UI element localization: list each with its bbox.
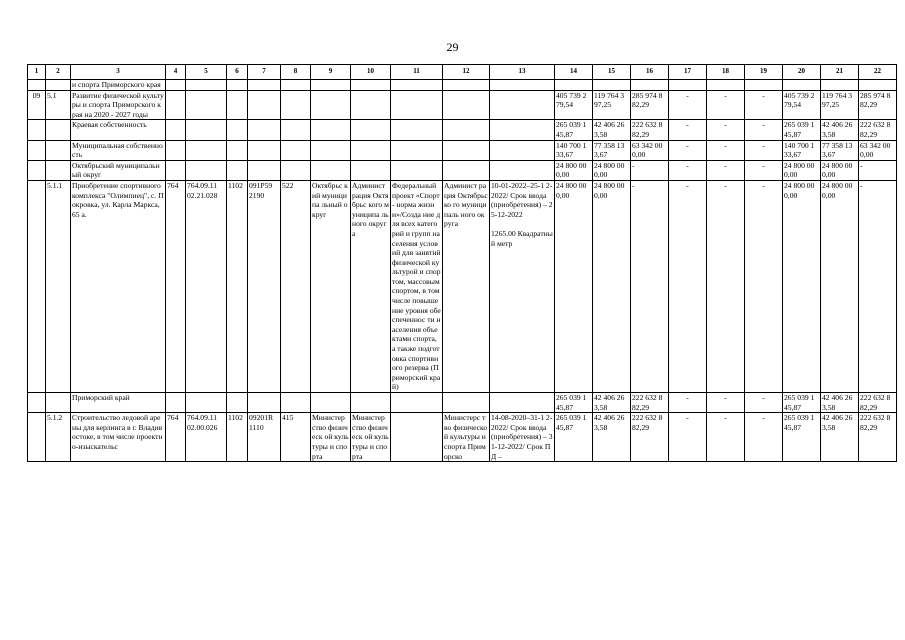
table-cell: 24 800 00 0,00: [783, 160, 821, 180]
table-cell: -: [669, 160, 707, 180]
table-cell: 265 039 1 45,87: [783, 120, 821, 140]
table-cell: [443, 80, 490, 91]
table-cell: [281, 90, 311, 120]
table-cell: 24 800 00 0,00: [783, 180, 821, 392]
table-cell: [490, 160, 555, 180]
table-row-512: [28, 413, 897, 462]
table-cell: -: [669, 180, 707, 392]
table-cell: и спорта Приморского края: [71, 80, 166, 91]
table-cell: [745, 80, 783, 91]
column-header: 3: [71, 65, 166, 80]
table-cell: [311, 80, 351, 91]
table-cell: -: [631, 160, 669, 180]
table-cell: [490, 120, 555, 140]
table-cell: 24 800 00 0,00: [555, 180, 593, 392]
table-cell: Министерс тво физической культуры и спорта Приморско: [443, 413, 490, 462]
column-header: 18: [707, 65, 745, 80]
header-row: [28, 65, 897, 80]
table-cell: -: [745, 180, 783, 392]
table-cell: 415: [281, 413, 311, 462]
table-cell: 285 974 8 82,29: [631, 90, 669, 120]
table-cell: [186, 80, 227, 91]
table-cell: [593, 80, 631, 91]
table-cell: 091P59 2190: [248, 180, 281, 392]
table-cell: 405 739 2 79,54: [783, 90, 821, 120]
table-cell: [311, 160, 351, 180]
table-cell: 265 039 1 45,87: [783, 393, 821, 413]
table-cell: 140 700 1 33,67: [783, 140, 821, 160]
table-cell: [391, 80, 443, 91]
table-cell: 77 358 13 3,67: [821, 140, 859, 160]
table-cell: 5.1: [46, 90, 71, 120]
column-header: 5: [186, 65, 227, 80]
table-cell: [46, 120, 71, 140]
table-cell: [281, 120, 311, 140]
table-cell: -: [707, 160, 745, 180]
table-cell: [28, 393, 46, 413]
table-cell: 140 700 1 33,67: [555, 140, 593, 160]
table-cell: [28, 140, 46, 160]
table-cell: [351, 90, 391, 120]
table-cell: [443, 90, 490, 120]
table-cell: -: [707, 120, 745, 140]
table-cell: [631, 80, 669, 91]
table-cell: [227, 120, 248, 140]
table-cell: [166, 393, 186, 413]
table-cell: 63 342 00 0,00: [631, 140, 669, 160]
table-cell: [46, 80, 71, 91]
table-cell: 42 406 26 3,58: [593, 413, 631, 462]
table-cell: 24 800 00 0,00: [821, 180, 859, 392]
page-number: 29: [446, 40, 459, 54]
column-header: 19: [745, 65, 783, 80]
table-cell: -: [669, 120, 707, 140]
table-cell: 522: [281, 180, 311, 392]
table-cell: Октябрьский муниципальный округ: [71, 160, 166, 180]
table-cell: -: [859, 160, 897, 180]
table-cell: 42 406 26 3,58: [593, 120, 631, 140]
column-header: 1: [28, 65, 46, 80]
table-cell: -: [669, 140, 707, 160]
table-cell: [166, 160, 186, 180]
table-cell: 222 632 8 82,29: [859, 413, 897, 462]
table-cell: [443, 140, 490, 160]
table-cell: 24 800 00 0,00: [593, 180, 631, 392]
table-cell: -: [707, 393, 745, 413]
table-cell: [707, 80, 745, 91]
table-cell: [186, 160, 227, 180]
column-header: 21: [821, 65, 859, 80]
table-cell: 265 039 1 45,87: [783, 413, 821, 462]
table-cell: Федеральный проект «Спорт - норма жизни»/Созда ние для всех категорий и групп населения условий для занятий физической культурой и спортом, массовым спортом, в том числе повышение уровня обеспеченнос ти населения объектами спорта, а также подготовка спортивного резерва (Приморский край): [392, 180, 441, 392]
table-cell: 5.1.2: [46, 413, 71, 462]
table-cell: [281, 160, 311, 180]
table-cell: [46, 393, 71, 413]
table-cell: -: [745, 393, 783, 413]
table-cell: [28, 180, 46, 392]
column-header: 17: [669, 65, 707, 80]
table-cell: [555, 80, 593, 91]
table-cell: [28, 120, 46, 140]
column-header: 8: [281, 65, 311, 80]
table-cell: 42 406 26 3,58: [821, 393, 859, 413]
table-cell: [227, 80, 248, 91]
table-cell: Приморский край: [71, 393, 166, 413]
table-cell: 42 406 26 3,58: [593, 393, 631, 413]
table-cell: 1102: [227, 413, 248, 462]
column-header: 4: [166, 65, 186, 80]
column-header: 11: [391, 65, 443, 80]
column-header: 13: [490, 65, 555, 80]
table-cell: Админист рация Октябрьс кого муниципа льного округа: [351, 180, 391, 392]
column-header: 15: [593, 65, 631, 80]
table-cell: Развитие физической культуры и спорта Приморского края на 2020 - 2027 годы: [72, 90, 164, 119]
table-cell: [281, 80, 311, 91]
table-cell: 5.1.1: [46, 180, 71, 392]
table-cell: -: [707, 413, 745, 462]
table-row-09: [28, 90, 897, 120]
table-cell: [351, 80, 391, 91]
column-header: 14: [555, 65, 593, 80]
table-cell: Министер ство физическ ой культуры и спорта: [312, 413, 349, 461]
table-row-kraevaya: [28, 120, 897, 140]
table-cell: [186, 140, 227, 160]
column-header: 6: [227, 65, 248, 80]
table-cell: [248, 160, 281, 180]
table-cell: 42 406 26 3,58: [821, 413, 859, 462]
table-cell: 764: [166, 180, 186, 392]
table-cell: Октябрьс кий муниципа льный округ: [311, 180, 351, 392]
table-cell: [821, 80, 859, 91]
table-cell: -: [859, 180, 897, 392]
table-cell: 24 800 00 0,00: [593, 160, 631, 180]
table-cell: Муниципальная собственность: [71, 140, 166, 160]
table-cell: [186, 393, 227, 413]
table-cell: [186, 120, 227, 140]
table-row-sport-cont: [28, 80, 897, 91]
table-row-munic: [28, 140, 897, 160]
table-cell: [227, 140, 248, 160]
column-header: 7: [248, 65, 281, 80]
table-cell: [281, 393, 311, 413]
table-cell: -: [745, 160, 783, 180]
table-cell: -: [669, 413, 707, 462]
table-row-primorsky: [28, 393, 897, 413]
table-cell: 764.09.11 02.00.026: [186, 413, 227, 462]
table-cell: [443, 393, 490, 413]
table-cell: -: [707, 140, 745, 160]
table-cell: [311, 90, 351, 120]
table-cell: [227, 90, 248, 120]
table-cell: [490, 140, 555, 160]
table-cell: [669, 80, 707, 91]
table-cell: [859, 80, 897, 91]
table-cell: [391, 393, 443, 413]
table-cell: [443, 160, 490, 180]
table-cell: [391, 120, 443, 140]
table-cell: [490, 90, 555, 120]
table-cell: [248, 140, 281, 160]
table-cell: [248, 90, 281, 120]
table-cell: 405 739 2 79,54: [555, 90, 593, 120]
table-cell: -: [631, 180, 669, 392]
table-cell: -: [669, 90, 707, 120]
table-cell: 265 039 1 45,87: [555, 120, 593, 140]
table-cell: Строительство ледовой арены для керлинга в г. Владивостоке, в том числе проектно-изыскательс: [71, 413, 166, 462]
table-cell: [391, 413, 443, 462]
table-cell: [311, 120, 351, 140]
table-cell: [391, 90, 443, 120]
table-cell: 265 039 1 45,87: [555, 413, 593, 462]
table-cell: [351, 120, 391, 140]
column-header: 2: [46, 65, 71, 80]
table-cell: [28, 160, 46, 180]
table-cell: 14-08-2020–31-1 2-2022/ Срок ввода (приобретения) – 31-12-2022/ Срок ПД –: [491, 413, 553, 461]
column-header: 20: [783, 65, 821, 80]
table-cell: [166, 140, 186, 160]
table-cell: 764.09.11 02.21.028: [186, 180, 227, 392]
table-cell: [490, 80, 555, 91]
table-cell: Админист рация Октябрьско го муниципаль ного округа: [443, 180, 490, 392]
table-cell: 1102: [227, 180, 248, 392]
table-cell: [186, 90, 227, 120]
table-cell: [281, 140, 311, 160]
column-header: 10: [351, 65, 391, 80]
table-cell: 222 632 8 82,29: [631, 120, 669, 140]
table-cell: 63 342 00 0,00: [859, 140, 897, 160]
table-cell: [351, 160, 391, 180]
table-cell: [311, 140, 351, 160]
table-cell: [443, 120, 490, 140]
column-header: 16: [631, 65, 669, 80]
table-cell: [227, 160, 248, 180]
table-cell: [46, 160, 71, 180]
table-cell: [351, 393, 391, 413]
table-cell: [166, 80, 186, 91]
table-cell: 222 632 8 82,29: [859, 393, 897, 413]
column-header: 9: [311, 65, 351, 80]
table-cell: -: [707, 180, 745, 392]
table-cell: Приобретение спортивного комплекса "Олимпиец", с. Покровка, ул. Карла Маркса, 65 а.: [71, 180, 166, 392]
table-cell: [166, 90, 186, 120]
table-cell: 09: [28, 90, 46, 120]
table-cell: 222 632 8 82,29: [631, 393, 669, 413]
table-cell: 24 800 00 0,00: [821, 160, 859, 180]
table-cell: Министер ство физическ ой культуры и спорта: [352, 413, 389, 461]
table-cell: [248, 80, 281, 91]
table-cell: 10-01-2022–25-1 2-2022/ Срок ввода (приобретения) – 25-12-2022 1265.00 Квадратный метр: [490, 180, 555, 392]
table-cell: [227, 393, 248, 413]
table-cell: 285 974 8 82,29: [859, 90, 897, 120]
table-row-511: [28, 180, 897, 392]
table-cell: -: [745, 140, 783, 160]
table-cell: 119 764 3 97,25: [821, 90, 859, 120]
table-cell: -: [745, 90, 783, 120]
table-cell: 42 406 26 3,58: [821, 120, 859, 140]
column-header: 22: [859, 65, 897, 80]
table-cell: 222 632 8 82,29: [631, 413, 669, 462]
table-cell: 119 764 3 97,25: [593, 90, 631, 120]
table-cell: [46, 140, 71, 160]
table-cell: [248, 393, 281, 413]
table-cell: [391, 160, 443, 180]
table-cell: [351, 140, 391, 160]
table-row-okt: [28, 160, 897, 180]
table-cell: 764: [166, 413, 186, 462]
column-header: 12: [443, 65, 490, 80]
table-cell: [248, 120, 281, 140]
table-cell: [490, 393, 555, 413]
table-cell: [311, 393, 351, 413]
program-table: [27, 64, 897, 462]
table-cell: 222 632 8 82,29: [859, 120, 897, 140]
table-cell: [783, 80, 821, 91]
table-cell: [28, 80, 46, 91]
table-cell: 77 358 13 3,67: [593, 140, 631, 160]
table-cell: 24 800 00 0,00: [555, 160, 593, 180]
table-cell: 09201R 1110: [248, 413, 281, 462]
table-cell: 265 039 1 45,87: [555, 393, 593, 413]
table-cell: -: [745, 120, 783, 140]
table-cell: -: [669, 393, 707, 413]
table-cell: Краевая собственность: [71, 120, 166, 140]
table-cell: [166, 120, 186, 140]
table-cell: -: [707, 90, 745, 120]
table-cell: [28, 413, 46, 462]
table-cell: -: [745, 413, 783, 462]
table-cell: [391, 140, 443, 160]
